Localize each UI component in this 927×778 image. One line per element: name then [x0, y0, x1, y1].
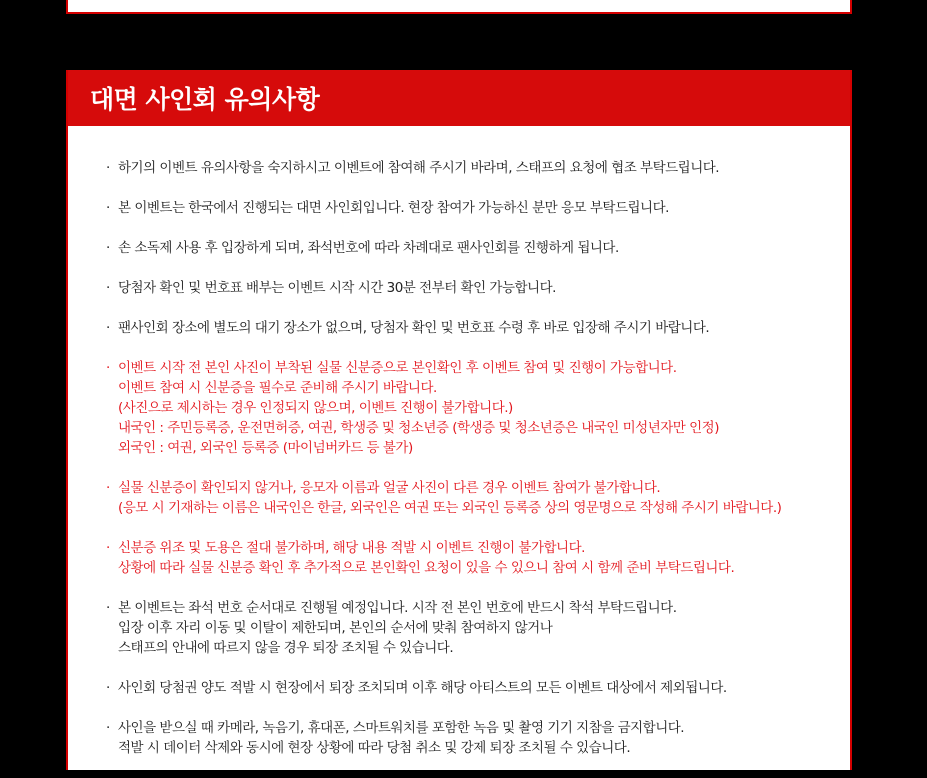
notice-line: 당첨자 확인 및 번호표 배부는 이벤트 시작 시간 30분 전부터 확인 가능합니다.: [118, 280, 556, 296]
notice-item: [106, 678, 826, 698]
notice-line: 이벤트 시작 전 본인 사진이 부착된 실물 신분증으로 본인확인 후 이벤트 참여 및 진행이 가능합니다.: [118, 360, 677, 376]
notice-line: 적발 시 데이터 삭제와 동시에 현장 상황에 따라 당첨 취소 및 강제 퇴장 조치될 수 있습니다.: [118, 740, 631, 756]
notice-line: 본 이벤트는 좌석 번호 순서대로 진행될 예정입니다. 시작 전 본인 번호에 반드시 착석 부탁드립니다.: [118, 600, 677, 616]
notice-line: 사인을 받으실 때 카메라, 녹음기, 휴대폰, 스마트워치를 포함한 녹음 및 촬영 기기 지참을 금지합니다.: [118, 720, 685, 736]
notice-line: 하기의 이벤트 유의사항을 숙지하시고 이벤트에 참여해 주시기 바라며, 스태프의 요청에 협조 부탁드립니다.: [118, 160, 720, 176]
notice-item: [106, 238, 826, 258]
notice-item: [106, 198, 826, 218]
bullet-marker: ·: [106, 280, 110, 296]
notice-item: [106, 598, 826, 658]
bullet-marker: ·: [106, 720, 110, 736]
notice-header: [68, 70, 850, 126]
bullet-marker: ·: [106, 200, 110, 216]
notice-item: [106, 538, 826, 578]
notice-item: [106, 718, 826, 758]
bullet-marker: ·: [106, 480, 110, 496]
previous-section-box: [66, 0, 852, 14]
bullet-marker: ·: [106, 320, 110, 336]
notice-line: 신분증 위조 및 도용은 절대 불가하며, 해당 내용 적발 시 이벤트 진행이 불가합니다.: [118, 540, 585, 556]
notice-line: 손 소독제 사용 후 입장하게 되며, 좌석번호에 따라 차례대로 팬사인회를 진행하게 됩니다.: [118, 240, 619, 256]
notice-list: [106, 158, 826, 778]
bullet-marker: ·: [106, 160, 110, 176]
notice-line: 입장 이후 자리 이동 및 이탈이 제한되며, 본인의 순서에 맞춰 참여하지 않거나: [118, 620, 553, 636]
bullet-marker: ·: [106, 680, 110, 696]
notice-item: [106, 318, 826, 338]
notice-line: (사진으로 제시하는 경우 인정되지 않으며, 이벤트 진행이 불가합니다.): [118, 400, 513, 416]
notice-item: [106, 478, 826, 518]
notice-line: (응모 시 기재하는 이름은 내국인은 한글, 외국인은 여권 또는 외국인 등록증 상의 영문명으로 작성해 주시기 바랍니다.): [118, 500, 782, 516]
bullet-marker: ·: [106, 360, 110, 376]
bullet-marker: ·: [106, 240, 110, 256]
notice-line: 내국인 : 주민등록증, 운전면허증, 여권, 학생증 및 청소년증 (학생증 및 청소년증은 내국인 미성년자만 인정): [118, 420, 719, 436]
notice-line: 실물 신분증이 확인되지 않거나, 응모자 이름과 얼굴 사진이 다른 경우 이벤트 참여가 불가합니다.: [118, 480, 661, 496]
bullet-marker: ·: [106, 600, 110, 616]
bullet-marker: ·: [106, 540, 110, 556]
notice-line: 이벤트 참여 시 신분증을 필수로 준비해 주시기 바랍니다.: [118, 380, 437, 396]
section-title: 대면 사인회 유의사항: [90, 85, 320, 114]
notice-line: 스태프의 안내에 따르지 않을 경우 퇴장 조치될 수 있습니다.: [118, 640, 454, 656]
notice-line: 상황에 따라 실물 신분증 확인 후 추가적으로 본인확인 요청이 있을 수 있으니 참여 시 함께 준비 부탁드립니다.: [118, 560, 735, 576]
notice-item: [106, 358, 826, 458]
notice-line: 본 이벤트는 한국에서 진행되는 대면 사인회입니다. 현장 참여가 가능하신 분만 응모 부탁드립니다.: [118, 200, 669, 216]
notice-item: [106, 278, 826, 298]
notice-item: [106, 158, 826, 178]
notice-line: 외국인 : 여권, 외국인 등록증 (마이넘버카드 등 불가): [118, 440, 413, 456]
notice-line: 팬사인회 장소에 별도의 대기 장소가 없으며, 당첨자 확인 및 번호표 수령 후 바로 입장해 주시기 바랍니다.: [118, 320, 710, 336]
notice-card: [66, 70, 852, 770]
notice-line: 사인회 당첨권 양도 적발 시 현장에서 퇴장 조치되며 이후 해당 아티스트의 모든 이벤트 대상에서 제외됩니다.: [118, 680, 727, 696]
